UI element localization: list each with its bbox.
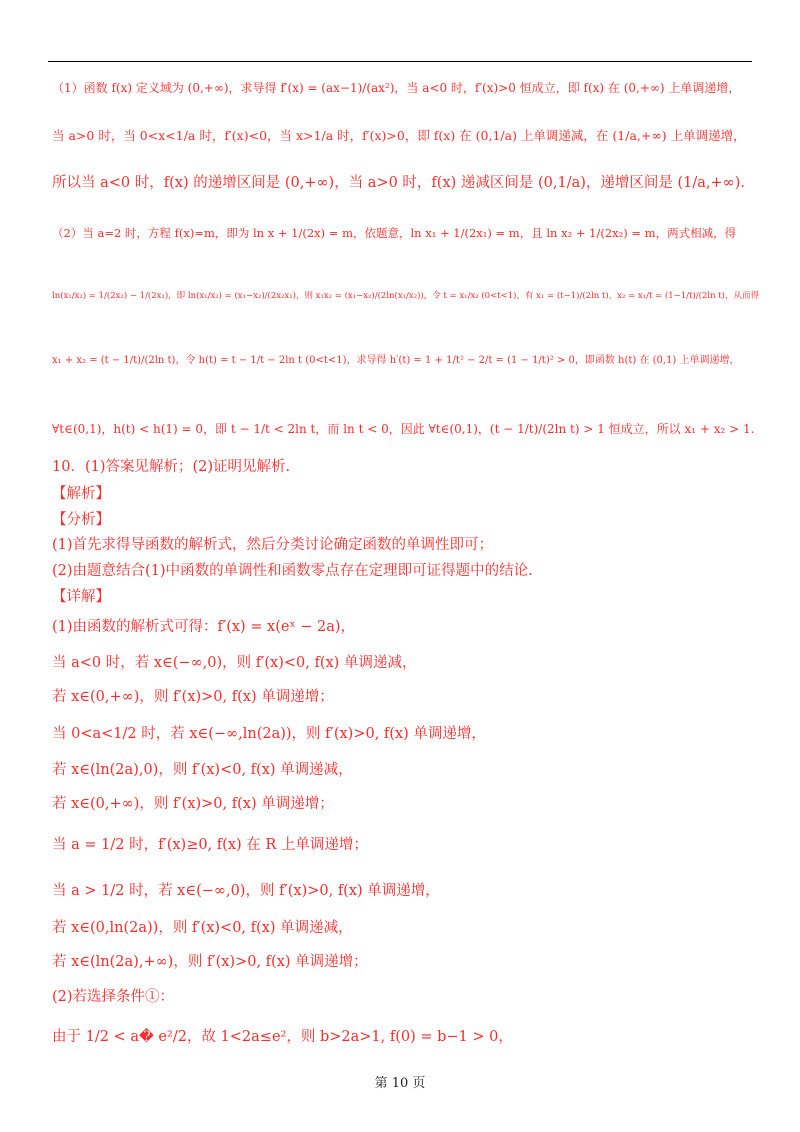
detail-line-8: 当 a > 1/2 时，若 x∈(−∞,0)，则 f′(x)>0, f(x) 单调递增， (52, 883, 440, 899)
detail-line-12: 由于 1/2 < a� e²/2，故 1<2a≤e²，则 b>2a>1, f(0) = b−1 > 0， (52, 1029, 513, 1045)
detail-line-5: 若 x∈(ln(2a),0)，则 f′(x)<0, f(x) 单调递减， (52, 762, 353, 778)
q10-answer: 10．(1)答案见解析；(2)证明见解析. (52, 459, 291, 475)
detail-line-1: (1)由函数的解析式可得：f′(x) = x(eˣ − 2a)， (52, 619, 356, 635)
fenxi-line-1: (1)首先求得导函数的解析式，然后分类讨论确定函数的单调性即可； (52, 537, 494, 553)
detail-line-6: 若 x∈(0,+∞)，则 f′(x)>0, f(x) 单调递增； (52, 796, 334, 812)
detail-line-10: 若 x∈(ln(2a),+∞)，则 f′(x)>0, f(x) 单调递增； (52, 954, 368, 970)
fenxi-line-2: (2)由题意结合(1)中函数的单调性和函数零点存在定理即可证得题中的结论. (52, 563, 533, 579)
detail-line-3: 若 x∈(0,+∞)，则 f′(x)>0, f(x) 单调递增； (52, 689, 334, 705)
section-jiexi: 【解析】 (52, 486, 110, 502)
part1-line-2: 当 a>0 时，当 0<x<1/a 时，f′(x)<0，当 x>1/a 时，f′(x)>0，即 f(x) 在 (0,1/a) 上单调递减，在 (1/a,+∞) 上单调递增， (52, 128, 746, 143)
section-xiangjie: 【详解】 (52, 589, 110, 605)
detail-line-2: 当 a<0 时，若 x∈(−∞,0)，则 f′(x)<0, f(x) 单调递减， (52, 655, 417, 671)
detail-line-7: 当 a = 1/2 时，f′(x)≥0, f(x) 在 R 上单调递增； (52, 837, 368, 853)
part2-line-1: （2）当 a=2 时，方程 f(x)=m，即为 ln x + 1/(2x) = m，依题意，ln x₁ + 1/(2x₁) = m，且 ln x₂ + 1/(2x₂) = m，两式相减，得 (52, 226, 737, 240)
part1-line-1: （1）函数 f(x) 定义域为 (0,+∞)，求导得 f′(x) = (ax−1)/(ax²)，当 a<0 时，f′(x)>0 恒成立，即 f(x) 在 (0,+∞) 上单调递增， (52, 81, 741, 95)
header-rule (48, 61, 752, 62)
part2-line-3: x₁ + x₂ = (t − 1/t)/(2ln t)，令 h(t) = t − 1/t − 2ln t (0<t<1)，求导得 h′(t) = 1 + 1/t² − 2/t = (1 − 1/t)² > 0，即函数 h(t) 在 (0,1) 上单调递增， (52, 355, 740, 366)
section-fenxi: 【分析】 (52, 512, 110, 528)
page-number: 第 10 页 (374, 1076, 426, 1091)
part1-line-3: 所以当 a<0 时，f(x) 的递增区间是 (0,+∞)，当 a>0 时，f(x) 递减区间是 (0,1/a)，递增区间是 (1/a,+∞). (52, 175, 746, 191)
detail-line-9: 若 x∈(0,ln(2a))，则 f′(x)<0, f(x) 单调递减， (52, 920, 353, 936)
detail-line-11: (2)若选择条件①： (52, 989, 175, 1005)
part2-line-2: ln(x₁/x₂) = 1/(2x₂) − 1/(2x₁)，即 ln(x₁/x₂) = (x₁−x₂)/(2x₂x₁)，则 x₁x₂ = (x₁−x₂)/(2ln(x₁/x₂))，令 t = x₁/x₂ (0<t<1)，有 x₁ = (t−1)/(2ln t)，x₂ = x₁/t = (1−1/t)/(2ln t)，从而得 (52, 291, 759, 301)
part2-line-4: ∀t∈(0,1)，h(t) < h(1) = 0，即 t − 1/t < 2ln t，而 ln t < 0，因此 ∀t∈(0,1)，(t − 1/t)/(2ln t) > 1 恒成立，所以 x₁ + x₂ > 1. (52, 422, 755, 436)
detail-line-4: 当 0<a<1/2 时，若 x∈(−∞,ln(2a))，则 f′(x)>0, f(x) 单调递增， (52, 726, 486, 742)
